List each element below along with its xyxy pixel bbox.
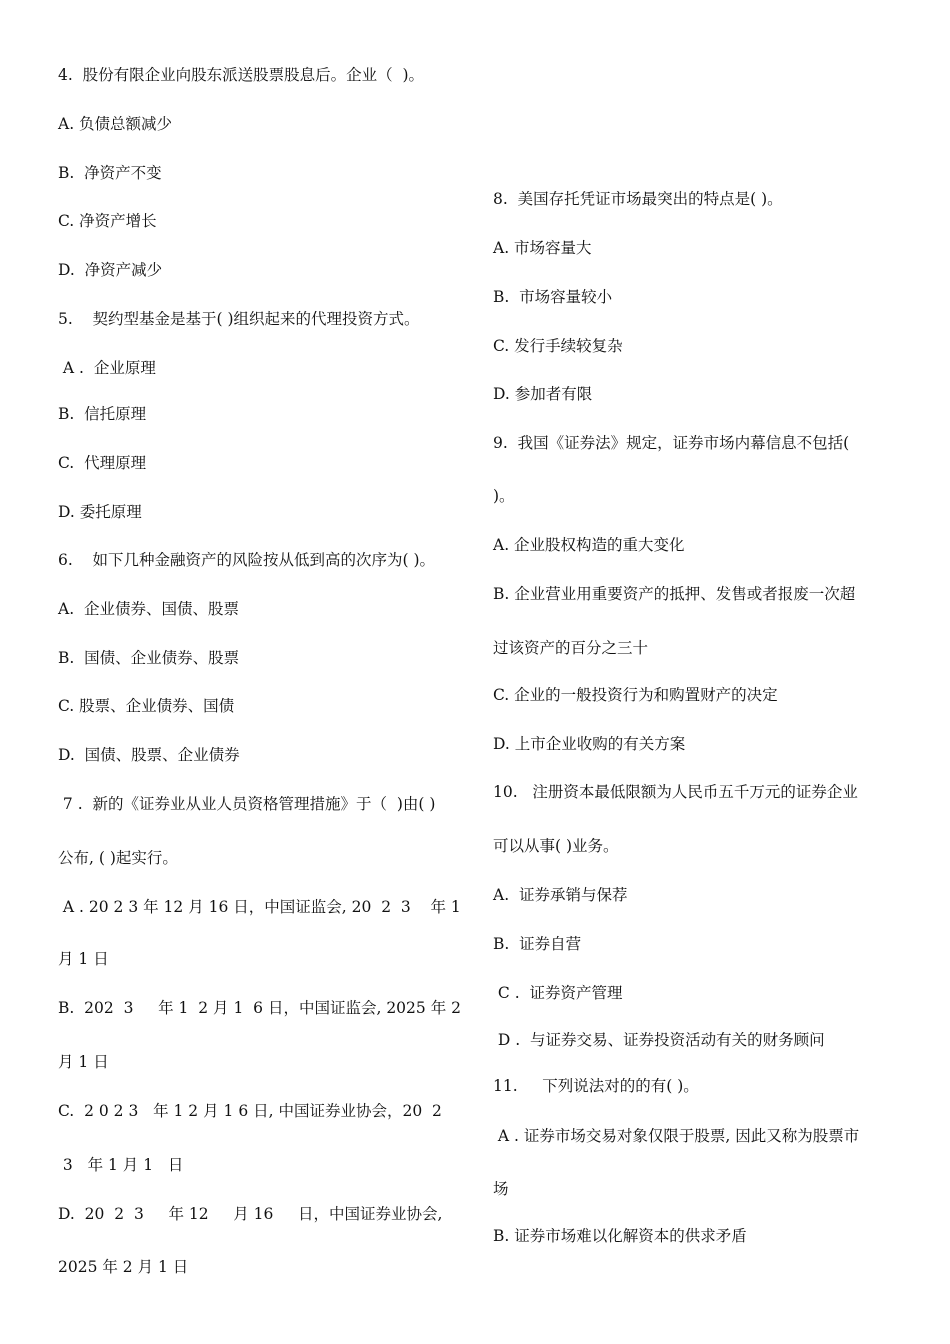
q6-option-d: D. 国债、股票、企业债券	[58, 746, 240, 764]
q10-stem: 10. 注册资本最低限额为人民币五千万元的证券企业	[493, 783, 858, 801]
q7-stem-cont: 公布, ( )起实行。	[58, 849, 178, 867]
q7-option-a: A . 20 2 3 年 12 月 16 日，中国证监会, 20 2 3 年 1	[58, 898, 461, 916]
q9-stem: 9. 我国《证券法》规定，证券市场内幕信息不包括(	[493, 434, 850, 452]
q4-option-c: C. 净资产增长	[58, 212, 157, 230]
q5-stem: 5. 契约型基金是基于( )组织起来的代理投资方式。	[58, 310, 420, 328]
q8-option-a: A. 市场容量大	[493, 239, 592, 257]
q9-option-a: A. 企业股权构造的重大变化	[493, 536, 685, 554]
q7-option-b: B. 202 3 年 1 2 月 1 6 日，中国证监会, 2025 年 2	[58, 999, 461, 1017]
q9-option-b-cont: 过该资产的百分之三十	[493, 639, 649, 657]
q7-stem: 7 . 新的《证券业从业人员资格管理措施》于（ )由( )	[58, 795, 436, 813]
q4-stem: 4. 股份有限企业向股东派送股票股息后。企业（ )。	[58, 66, 425, 84]
q10-stem-cont: 可以从事( )业务。	[493, 837, 619, 855]
q7-option-d-cont: 2025 年 2 月 1 日	[58, 1258, 189, 1276]
q6-stem: 6. 如下几种金融资产的风险按从低到高的次序为( )。	[58, 551, 436, 569]
q8-option-c: C. 发行手续较复杂	[493, 337, 623, 355]
q9-option-b: B. 企业营业用重要资产的抵押、发售或者报废一次超	[493, 585, 856, 603]
q7-option-b-cont: 月 1 日	[58, 1053, 109, 1071]
q8-option-b: B. 市场容量较小	[493, 288, 613, 306]
q11-option-b: B. 证券市场难以化解资本的供求矛盾	[493, 1227, 747, 1245]
q7-option-d: D. 20 2 3 年 12 月 16 日，中国证券业协会,	[58, 1205, 443, 1223]
q11-option-a: A . 证券市场交易对象仅限于股票, 因此又称为股票市	[493, 1127, 860, 1145]
q10-option-d: D . 与证券交易、证券投资活动有关的财务顾问	[493, 1031, 825, 1049]
q6-option-a: A. 企业债券、国债、股票	[58, 600, 239, 618]
q5-option-b: B. 信托原理	[58, 405, 147, 423]
q10-option-b: B. 证券自营	[493, 935, 582, 953]
q10-option-a: A. 证券承销与保荐	[493, 886, 628, 904]
q6-option-c: C. 股票、企业债券、国债	[58, 697, 235, 715]
q8-option-d: D. 参加者有限	[493, 385, 593, 403]
q5-option-c: C. 代理原理	[58, 454, 147, 472]
q7-option-c: C. 2 0 2 3 年 1 2 月 1 6 日, 中国证券业协会，20 2	[58, 1102, 442, 1120]
q6-option-b: B. 国债、企业债券、股票	[58, 649, 240, 667]
q9-option-d: D. 上市企业收购的有关方案	[493, 735, 686, 753]
q11-option-a-cont: 场	[493, 1180, 509, 1198]
q7-option-c-cont: 3 年 1 月 1 日	[58, 1156, 184, 1174]
q11-stem: 11. 下列说法对的的有( )。	[493, 1077, 699, 1095]
q7-option-a-cont: 月 1 日	[58, 950, 109, 968]
q10-option-c: C . 证券资产管理	[493, 984, 623, 1002]
q9-option-c: C. 企业的一般投资行为和购置财产的决定	[493, 686, 778, 704]
q4-option-d: D. 净资产减少	[58, 261, 163, 279]
q5-option-d: D. 委托原理	[58, 503, 142, 521]
q9-stem-cont: )。	[493, 487, 515, 505]
q8-stem: 8. 美国存托凭证市场最突出的特点是( )。	[493, 190, 783, 208]
q5-option-a: A . 企业原理	[58, 359, 156, 377]
q4-option-a: A. 负债总额减少	[58, 115, 173, 133]
q4-option-b: B. 净资产不变	[58, 164, 162, 182]
